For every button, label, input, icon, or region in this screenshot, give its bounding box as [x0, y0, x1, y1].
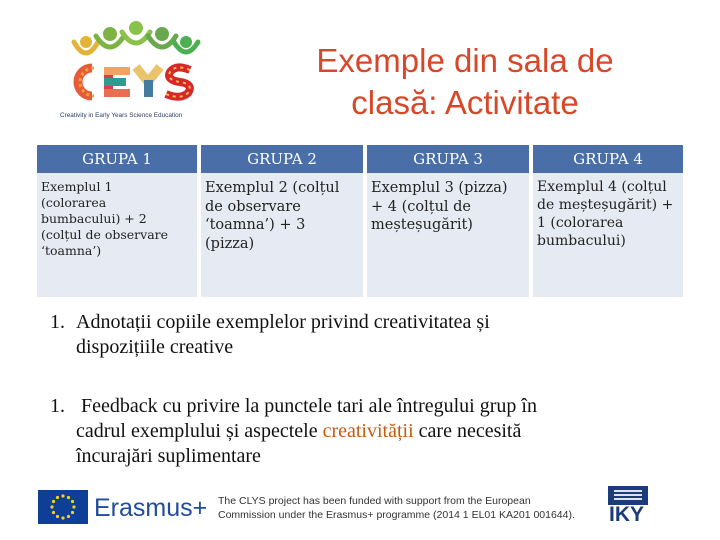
- eu-star-icon: [52, 500, 55, 503]
- eu-star-icon: [67, 515, 70, 518]
- cell-line: (colorarea: [41, 195, 107, 210]
- list-text: cadrul exemplului și aspectele: [76, 420, 323, 442]
- ceys-logo: [52, 20, 212, 124]
- ceys-lettering: [78, 67, 190, 97]
- table-row: [37, 173, 683, 297]
- list-number: 1.: [50, 395, 65, 417]
- cell-line: (colțul de observare: [41, 227, 169, 242]
- eu-star-icon: [56, 515, 59, 518]
- eu-star-icon: [61, 494, 64, 497]
- eu-star-icon: [71, 511, 74, 514]
- cell-line: de meșteșugărit) +: [537, 196, 674, 213]
- cell-line: Exemplul 3 (pizza): [371, 180, 508, 196]
- list-item-line: încurajări suplimentare: [76, 445, 261, 467]
- highlighted-word: creativității: [322, 420, 414, 442]
- eu-star-icon: [52, 511, 55, 514]
- cell-grupa-1: [37, 173, 199, 297]
- list-number: 1.: [50, 311, 65, 333]
- iky-label: IKY: [609, 503, 645, 526]
- cell-line: (pizza): [205, 235, 255, 252]
- list-item-line: Feedback cu privire la punctele tari ale întregului grup în: [76, 395, 537, 417]
- ceys-logo-graphic: [52, 20, 212, 112]
- eu-star-icon: [67, 496, 70, 499]
- eu-star-icon: [56, 496, 59, 499]
- list-item-line: dispozițiile creative: [76, 336, 234, 358]
- cell-line: Exemplul 2 (colțul: [205, 180, 340, 196]
- iky-logo: [608, 486, 648, 526]
- cell-line: Exemplul 1: [41, 179, 113, 194]
- cell-grupa-3: [365, 173, 531, 297]
- eu-star-icon: [61, 516, 64, 519]
- logo-tagline: Creativity in Early Years Science Education: [60, 112, 183, 119]
- list-item: [50, 310, 690, 360]
- children-figures-icon: [74, 21, 198, 53]
- cell-line: meșteșugărit): [371, 217, 473, 234]
- list-text: care necesită: [413, 420, 522, 442]
- title-line-2: clasă: Activitate: [351, 84, 579, 121]
- list-item-line: Adnotații copiile exemplelor privind creativitatea și: [76, 311, 490, 333]
- erasmus-label: Erasmus+: [94, 494, 208, 522]
- cell-line: ‘toamna’) + 3: [205, 217, 306, 234]
- eu-star-icon: [50, 505, 53, 508]
- cell-line: bumbacului) + 2: [41, 211, 147, 226]
- cell-grupa-4: [531, 173, 683, 297]
- header-grupa-4: GRUPA 4: [531, 145, 683, 173]
- eu-flag-icon: [38, 490, 88, 524]
- funding-disclaimer: [218, 494, 598, 522]
- header-grupa-3: GRUPA 3: [365, 145, 531, 173]
- slide-title: [255, 40, 675, 124]
- title-line-1: Exemple din sala de: [316, 42, 614, 79]
- cell-line: 1 (colorarea: [537, 214, 624, 231]
- header-grupa-2: GRUPA 2: [199, 145, 365, 173]
- groups-table: [37, 145, 683, 297]
- cell-line: ‘toamna’): [41, 243, 102, 258]
- funding-line: Commission under the Erasmus+ programme (2014 1 EL01 KA201 001644).: [218, 509, 575, 521]
- eu-star-icon: [72, 505, 75, 508]
- erasmus-logo: [38, 488, 208, 528]
- cell-line: Exemplul 4 (colțul: [537, 179, 667, 195]
- cell-grupa-2: [199, 173, 365, 297]
- list-item: [50, 394, 690, 469]
- activity-list: [50, 310, 690, 469]
- table-header-row: [37, 145, 683, 173]
- cell-line: de observare: [205, 198, 301, 215]
- list-item-line: [76, 419, 690, 444]
- cell-line: + 4 (colțul de: [371, 198, 472, 215]
- cell-line: bumbacului): [537, 232, 626, 249]
- header-grupa-1: GRUPA 1: [37, 145, 199, 173]
- funding-line: The CLYS project has been funded with support from the European: [218, 495, 531, 507]
- eu-star-icon: [71, 500, 74, 503]
